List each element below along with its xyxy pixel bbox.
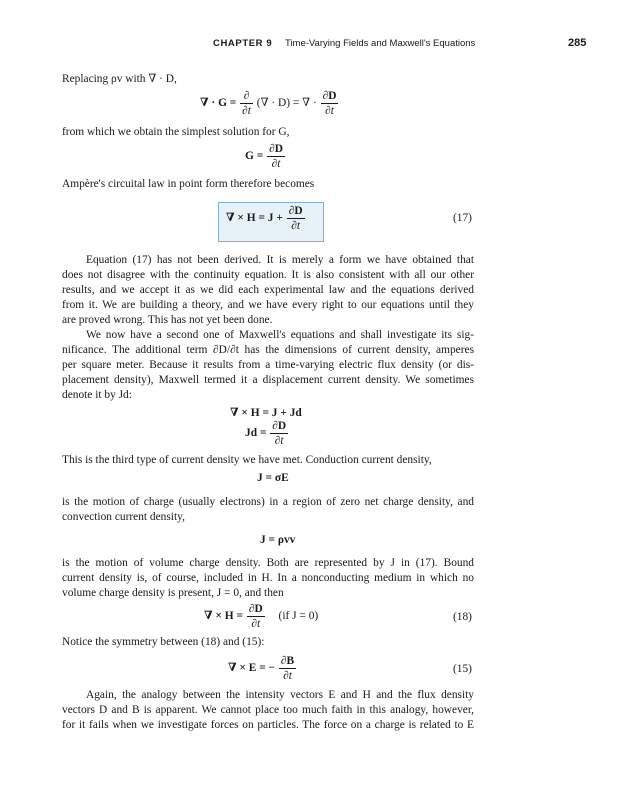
equation-g-solution: G = $\frac{\partial D}{\partial t}$	[245, 143, 283, 170]
body-line: Notice the symmetry between (18) and (15):	[62, 636, 265, 648]
body-line: convection current density,	[62, 511, 185, 523]
body-line: denote it by Jd:	[62, 389, 132, 401]
body-line: Ampère's circuital law in point form therefore becomes	[62, 178, 315, 190]
chapter-title: Time-Varying Fields and Maxwell's Equations	[285, 38, 476, 49]
body-line: volume charge density is present, J = 0, and then	[62, 587, 284, 599]
equation-15: ∇ × E = − $\frac{\partial B}{\partial t}$	[228, 655, 295, 682]
equation-jd: Jd = $\frac{\partial D}{\partial t}$	[245, 420, 287, 447]
page-number: 285	[568, 37, 587, 49]
equation-conduction-current: J = σE	[257, 472, 289, 484]
body-line: current density is, of course, included in H. In a nonconducting medium in which no	[62, 572, 474, 584]
equation-17: ∇ × H = J + $\frac{\partial D}{\partial t}$	[226, 205, 303, 232]
body-line: per square meter. Because it results from a time-varying electric flux density (or dis-	[62, 359, 474, 371]
body-line: is the motion of charge (usually electrons) in a region of zero net charge density, and	[62, 496, 474, 508]
equation-g-divergence: ∇ · G = $\frac{\partial}{\partial t}$ (∇ · D) = ∇ · $\frac{\partial D}{\partial t}$	[200, 90, 337, 117]
equation-18: ∇ × H = $\frac{\partial D}{\partial t}$ (if J = 0)	[204, 603, 319, 630]
body-line: Again, the analogy between the intensity vectors E and H and the flux density	[86, 689, 474, 701]
equation-number-17: (17)	[453, 212, 472, 224]
running-header	[0, 37, 627, 53]
body-line: We now have a second one of Maxwell's equations and shall investigate its sig-	[86, 329, 474, 341]
body-line: Replacing ρv with ∇ · D,	[62, 73, 177, 85]
equation-convection-current: J = ρvv	[260, 534, 296, 546]
equation-number-18: (18)	[453, 611, 472, 623]
body-line: does not disagree with the continuity equation. It is also consistent with all our other	[62, 269, 474, 281]
body-line: vectors D and B is apparent. We cannot place too much faith in this analogy, however,	[62, 704, 474, 716]
body-line: This is the third type of current density we have met. Conduction current density,	[62, 454, 432, 466]
body-line: placement density), Maxwell termed it a displacement current density. We sometimes	[62, 374, 474, 386]
body-line: for it fails when we investigate forces on particles. The force on a charge is related to E	[62, 719, 474, 731]
body-line: nificance. The additional term ∂D/∂t has the dimensions of current density, amperes	[62, 344, 474, 356]
body-line: from which we obtain the simplest solution for G,	[62, 126, 290, 138]
equation-number-15: (15)	[453, 663, 472, 675]
body-line: are proved wrong. This has not yet been done.	[62, 314, 273, 326]
chapter-label: CHAPTER 9	[213, 38, 273, 49]
body-line: results, and we accept it as we did each experimental law and the equations derived	[62, 284, 474, 296]
body-line: from it. We are building a theory, and we have every right to our equations until they	[62, 299, 474, 311]
body-line: is the motion of volume charge density. Both are represented by J in (17). Bound	[62, 557, 474, 569]
body-line: Equation (17) has not been derived. It is merely a form we have obtained that	[86, 254, 474, 266]
equation-curl-h-displacement: ∇ × H = J + Jd	[230, 407, 302, 419]
